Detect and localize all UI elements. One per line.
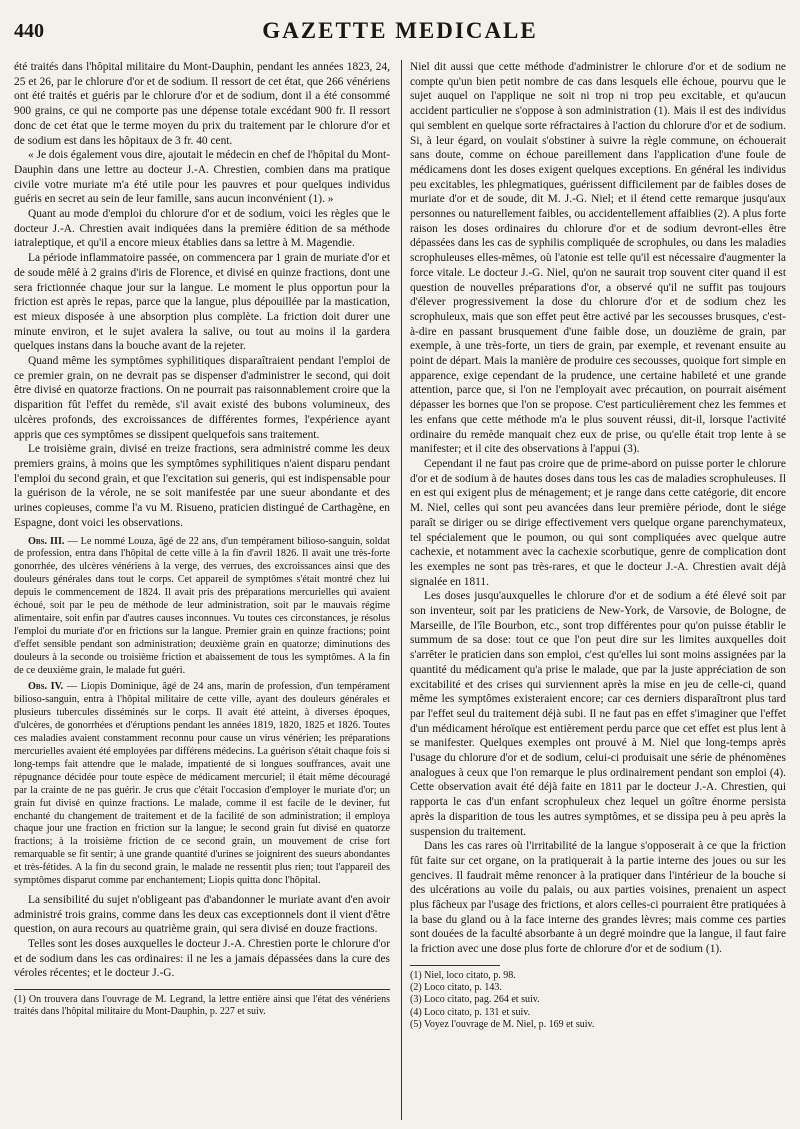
page-header [14,18,786,48]
observation-text: — Liopis Dominique, âgé de 24 ans, marin de profession, d'un tempérament bilioso-sanguin, entra à l'hôpital militaire de cette ville, ayant des douleurs générales et plusieurs tubercules disséminés sur le corps. Il avait été atteint, à diverses époques, d'ulcères, de gonorrhées et d'éruptions pendant les années 1819, 1820, 1825 et 1826. Toutes ces maladies avaient constamment reconnu pour cause un virus vénérien; les préparations mercurielles avaient été employées par différens médecins. La guérison s'était chaque fois si long-temps fait attendre que le malade, impatienté de si longues souffrances, avait une répugnance décidée pour toute espèce de médicament mercuriel; il était même découragé par la crainte de ne pas guérir. Je crus que c'était l'occasion d'employer le muriate d'or; un grain fut divisé en quinze fractions. Le malade, comme il est facile de le deviner, fut enchanté du changement de traitement et de la facilité de son administration; il employa chaque jour une fraction en friction sur la langue; le second grain fut divisé en quatorze fractions; à la troisième friction de ce second grain, un mouvement de crise fort remarquable se fit sentir; à une grande quantité d'urines se joignirent des sueurs abondantes et très-fétides. A la fin du second grain, le malade ne ressentit plus rien; tout l'appareil des symptômes disparut comme par enchantement; Liopis quitta donc l'hôpital. [14,681,391,887]
paragraph: Quant au mode d'emploi du chlorure d'or et de sodium, voici les règles que le docteur J.-A. Chrestien avait indiquées dans la première édition de sa méthode iatraleptique, et qu'il a encore mieux établies dans sa lettre à M. Magendie. [14,208,390,250]
paragraph: « Je dois également vous dire, ajoutait le médecin en chef de l'hôpital du Mont-Dauphin dans une lettre au docteur J.-A. Chrestien, combien dans ma pratique civile votre muriate m'a été utile pour les pauvres et pour quelques individus guéris en secret au sein de leur famille, sans aucun inconvénient (1). » [14,149,390,206]
footnote: (1) Niel, loco citato, p. 98. [410,969,516,981]
right-column [410,60,786,1031]
paragraph: Cependant il ne faut pas croire que de prime-abord on puisse porter le chlorure d'or et de sodium à de hautes doses dans tous les cas de maladies scrophuleuses. Il en est qui exigent plus de ménagement; et je range dans cette catégorie, dit encore M. Niel, celles qui sont peu avancées dans leur première période, dont le siége paraît se diriger ou se dirige effectivement vers quelque organe parenchymateux, tel spécialement que le poumon, ou qui sont compliquées avec quelque autre cachexie, et notamment avec la cachexie scorbutique, genre de complication dont les exemples ne sont pas très-rares, et que le docteur J.-A. Chrestien avait déjà signalée en 1811. [410,457,786,588]
observation-4 [14,681,390,888]
paragraph: été traités dans l'hôpital militaire du Mont-Dauphin, pendant les années 1823, 24, 25 et 26, par le chlorure d'or et de sodium. Il ressort de cet état, que 266 vénériens ont été traités et guéris par le chlorure d'or et de sodium, dont il a été consommé 900 grains, ce qui ne comporte pas une dépense totale excédant 900 fr. Il ressort donc de cet état que le terme moyen du prix du traitement par le chlorure d'or et de sodium est dans les hôpitaux de 3 fr. 40 cent. [14,61,390,147]
observation-label: Obs. IV. [28,681,64,693]
observation-3 [14,536,390,678]
paragraph: Niel dit aussi que cette méthode d'administrer le chlorure d'or et de sodium ne compte qu'un bien petit nombre de cas dans lesquels elle échoue, pourvu que le sujet auquel on l'applique ne soit ni trop ni trop peu excitable, et qu'aucun accident particulier ne s'oppose à son administration (1). Mais il est des individus qui semblent en quelque sorte réfractaires à l'action du chlorure d'or et de sodium. Si, à leur égard, on voulait s'obstiner à suivre la règle commune, on échouerait sans doute, comme on échoue pareillement dans l'application d'une foule de médicamens dont les doses exigent quelques exceptions. En général les individus peu excitables, les phlegmatiques, guérissent difficilement par de faibles doses de muriate d'or et de soude, dit M. J.-G. Niel; et il étend cette remarque jusqu'aux personnes ou naturellement faibles, ou accidentellement affaiblies (2). A plus forte raison les doses ordinaires du chlorure d'or et de sodium devront-elles être dépassées dans les cas de syphilis compliquée de scrophules, ou dans les maladies scrophuleuses elles-mêmes, où l'atonie est telle qu'il est nécessaire d'augmenter la force vitale. Le docteur J.-G. Niel, qu'on ne saurait trop souvent citer quand il est question de nouvelles préparations d'or, a observé qu'il ne suffit pas toujours d'élever progressivement la dose du chlorure d'or et de sodium chez les scrophuleux, mais que son effet peut être activé par les secousses brusques, c'est-à-dire en passant brusquement d'une faible dose, un douzième de grain, par exemple, à une très-forte, un tiers de grain, par exemple, et revenant ensuite au point de départ. Mais la manière de produire ces secousses, quoique fort simple en apparence, exige cependant de la prudence, une certaine habileté et une grande attention, parce que, si l'on ne l'employait avec précaution, on pourrait aisément dépasser les bornes que l'on se propose. C'est particulièrement chez les femmes et les enfans que cette méthode m'a le plus souvent réussi, dit-il, lorsque l'activité ordinaire du remède manquait chez eux de prise, ou qu'elle était trop lente à se manifester; et il cite des observations à l'appui (3). [410,61,786,456]
footnote-rule [410,965,500,966]
observation-label: Obs. III. [28,535,65,547]
footnote: (3) Loco citato, pag. 264 et suiv. [410,994,540,1006]
paragraph: Dans les cas rares où l'irritabilité de la langue s'opposerait à ce que la friction fût faite sur cet organe, on la pratiquerait à la partie interne des joues ou sur les gencives. Il faudrait même renoncer à la pratiquer dans l'intérieur de la bouche si des ulcérations au voile du palais, ou aux parties voisines, prenaient un aspect plus fâcheux par l'usage des frictions, et alors celles-ci pourraient être pratiquées à la base du gland ou à la face interne des grandes lèvres; mais comme ces parties sont douées de la faculté absorbante à un degré moindre que la langue, il faut faire la friction avec une dose plus forte de chlorure d'or et de sodium (1). [410,840,786,956]
observation-text: — Le nommé Louza, âgé de 22 ans, d'un tempérament bilioso-sanguin, soldat de profession, entra dans l'hôpital de cette ville à la fin d'avril 1826. Il avait une très-forte gonorrhée, des ulcères vénériens à la verge, des verrues, des excroissances ainsi que des douleurs générales dans tout le corps. Cet appareil de symptômes s'était montré chez lui depuis le commencement de 1824. Il avait pris des préparations mercurielles qui avaient échoué, soit par le peu de méthode de leur administration, soit par le mauvais régime alimentaire, soit enfin par d'autres causes inconnues. Vu toutes ces circonstances, je résolus l'emploi du muriate d'or en frictions sur la langue. Premier grain en quinze fractions; point d'effet sensible pendant son administration; deuxième grain en quatorze; diminutions des douleurs à la seconde ou troisième friction et abaissement de tous les symptômes. A la fin de ce deuxième grain, le malade fut guéri. [14,535,390,676]
paragraph: Quand même les symptômes syphilitiques disparaîtraient pendant l'emploi de ce premier grain, on ne devrait pas se dispenser d'administrer le second, qui doit être divisé en quatorze fractions. On ne pourrait pas raisonnablement croire que la disparition fût l'effet du remède, s'il avait existé des bubons volumineux, des ulcères profonds, des excroissances de différentes formes, l'expérience ayant appris que ces symptômes se dissipent quelquefois sans traitement. [14,355,390,441]
page-number: 440 [14,20,44,42]
paragraph: La période inflammatoire passée, on commencera par 1 grain de muriate d'or et de soude mêlé à 2 grains d'iris de Florence, et divisé en quinze fractions, dont une sera frictionnée chaque jour sur la langue. Le moment le plus opportun pour la friction est après le repas, parce que la langue, plus dépouillée par la mastication, est mieux disposée à une absorption plus complète. La friction doit durer une minute environ, et le sujet avalera la salive, ou tout au moins il la gardera quelques instans dans la bouche avant de la rejeter. [14,252,390,353]
left-column [14,60,390,1019]
footnote: (1) On trouvera dans l'ouvrage de M. Legrand, la lettre entière ainsi que l'état des vénériens traités dans l'hôpital militaire du Mont-Dauphin, p. 227 et suiv. [14,994,390,1018]
journal-title: GAZETTE MEDICALE [262,18,538,43]
paragraph: Les doses jusqu'auxquelles le chlorure d'or et de sodium a été élevé soit par son inventeur, soit par les praticiens de New-York, de Varsovie, de Bologne, de Marseille, de l'île Bourbon, etc., sont trop différentes pour qu'on puisse établir le summum de sa dose: tout ce que l'on peut dire sur les limites auxquelles doit s'arrêter le praticien dans son emploi, c'est qu'elles lui sont moins assignées par la quantité du médicament qu'a prise le malade, que par la juste appréciation de son excitabilité et des crises qui surviennent après la mise en jeu de celle-ci, quand même les symptômes existeraient encore; car ces derniers disparaîtront plus tard par l'effet seul du traitement déjà subi. Il ne faut pas en effet s'imaginer que l'effet d'un médicament héroïque est entièrement perdu parce que cet effet est plus lent à se manifester. Quelques exemples ont prouvé à M. Niel que long-temps après l'usage du chlorure d'or et de sodium, celui-ci produisait une série de phénomènes analogues à ceux que l'on remarque le plus ordinairement pendant son emploi (4). Cette observation avait été déjà faite en 1811 par le docteur J.-A. Chrestien, qui rapporta le cas d'un enfant scrophuleux chez lequel un goître énorme persista après la disparition de tous les autres symptômes, et se dissipa peu à peu après la suspension du traitement. [410,590,786,838]
paragraph: Le troisième grain, divisé en treize fractions, sera administré comme les deux premiers grains, à moins que les symptômes syphilitiques n'aient disparu pendant l'emploi du second grain, et que l'excitation sui generis, qui est indispensable pour la guérison de la vérole, ne se soit manifestée par une sueur abondante et des urines copieuses, comme l'a vu M. Risueno, praticien distingué de Carthagène, en Espagne, dont voici les observations. [14,443,390,529]
footnote: (4) Loco citato, p. 131 et suiv. [410,1006,531,1018]
paragraph: Telles sont les doses auxquelles le docteur J.-A. Chrestien porte le chlorure d'or et de sodium dans les cas ordinaires: il ne les a jamais dépassées dans la cure des véroles récentes; et le docteur J.-G. [14,938,390,980]
footnote-rule [14,989,390,990]
column-divider [401,60,402,1120]
paragraph: La sensibilité du sujet n'obligeant pas d'abandonner le muriate avant d'en avoir administré trois grains, comme dans les deux cas exceptionnels dont il vient d'être question, on aura recours au quatrième grain, qui sera divisé en douze fractions. [14,893,390,936]
footnote: (5) Voyez l'ouvrage de M. Niel, p. 169 et suiv. [410,1018,595,1030]
footnote: (2) Loco citato, p. 143. [410,982,502,994]
